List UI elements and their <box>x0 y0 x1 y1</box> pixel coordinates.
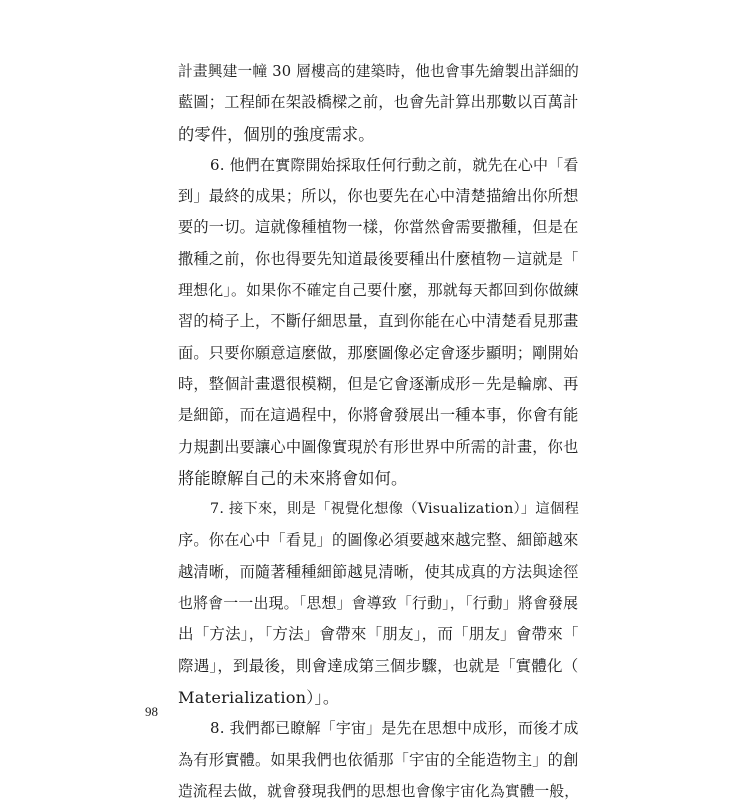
text-line: 撒種之前，你也得要先知道最後要種出什麼植物－這就是「 <box>178 249 579 268</box>
text-line: 藍圖；工程師在架設橋樑之前，也會先計算出那數以百萬計 <box>178 93 579 112</box>
text-line: 序。你在心中「看見」的圖像必須要越來越完整、細節越來 <box>178 531 579 550</box>
text-line: 力規劃出要讓心中圖像實現於有形世界中所需的計畫，你也 <box>178 437 579 456</box>
text-line: 習的椅子上，不斷仔細思量，直到你能在心中清楚看見那畫 <box>178 312 579 331</box>
text-line: 越清晰，而隨著種種細節越見清晰，使其成真的方法與途徑 <box>178 562 579 581</box>
text-line: 也將會一一出現。「思想」會導致「行動」，「行動」將會發展 <box>178 594 579 613</box>
text-line: 際遇」，到最後，則會達成第三個步驟，也就是「實體化（ <box>178 656 579 675</box>
text-line: 計畫興建一幢 30 層樓高的建築時，他也會事先繪製出詳細的 <box>178 63 580 80</box>
text-line: 要的一切。這就像種植物一樣，你當然會需要撒種，但是在 <box>178 218 579 237</box>
paragraph-start-line: 8. 我們都已瞭解「宇宙」是先在思想中成形，而後才成 <box>210 719 579 738</box>
text-line: 將能瞭解自己的未來將會如何。 <box>178 468 408 488</box>
text-line: 時，整個計畫還很模糊，但是它會逐漸成形－先是輪廓、再 <box>178 374 579 393</box>
text-line: 出「方法」，「方法」會帶來「朋友」，而「朋友」會帶來「 <box>178 625 579 644</box>
text-line: 面。只要你願意這麼做，那麼圖像必定會逐步顯明；剛開始 <box>178 343 579 362</box>
page-number: 98 <box>145 704 158 719</box>
paragraph-start-line: 6. 他們在實際開始採取任何行動之前，就先在心中「看 <box>210 155 579 174</box>
text-line: Materialization）」。 <box>178 687 340 707</box>
text-line: 的零件，個別的強度需求。 <box>178 124 375 144</box>
text-line: 為有形實體。如果我們也依循那「宇宙的全能造物主」的創 <box>178 750 579 769</box>
paragraph-start-line: 7. 接下來，則是「視覺化想像（Visualization）」這個程 <box>210 501 580 518</box>
body-text <box>178 56 578 807</box>
text-line: 理想化」。如果你不確定自己要什麼，那就每天都回到你做練 <box>178 281 579 300</box>
text-line: 是細節，而在這過程中，你將會發展出一種本事，你會有能 <box>178 406 579 425</box>
text-line: 造流程去做，就會發現我們的思想也會像宇宙化為實體一般， <box>178 782 580 800</box>
text-line: 到」最終的成果；所以，你也要先在心中清楚描繪出你所想 <box>178 187 579 206</box>
